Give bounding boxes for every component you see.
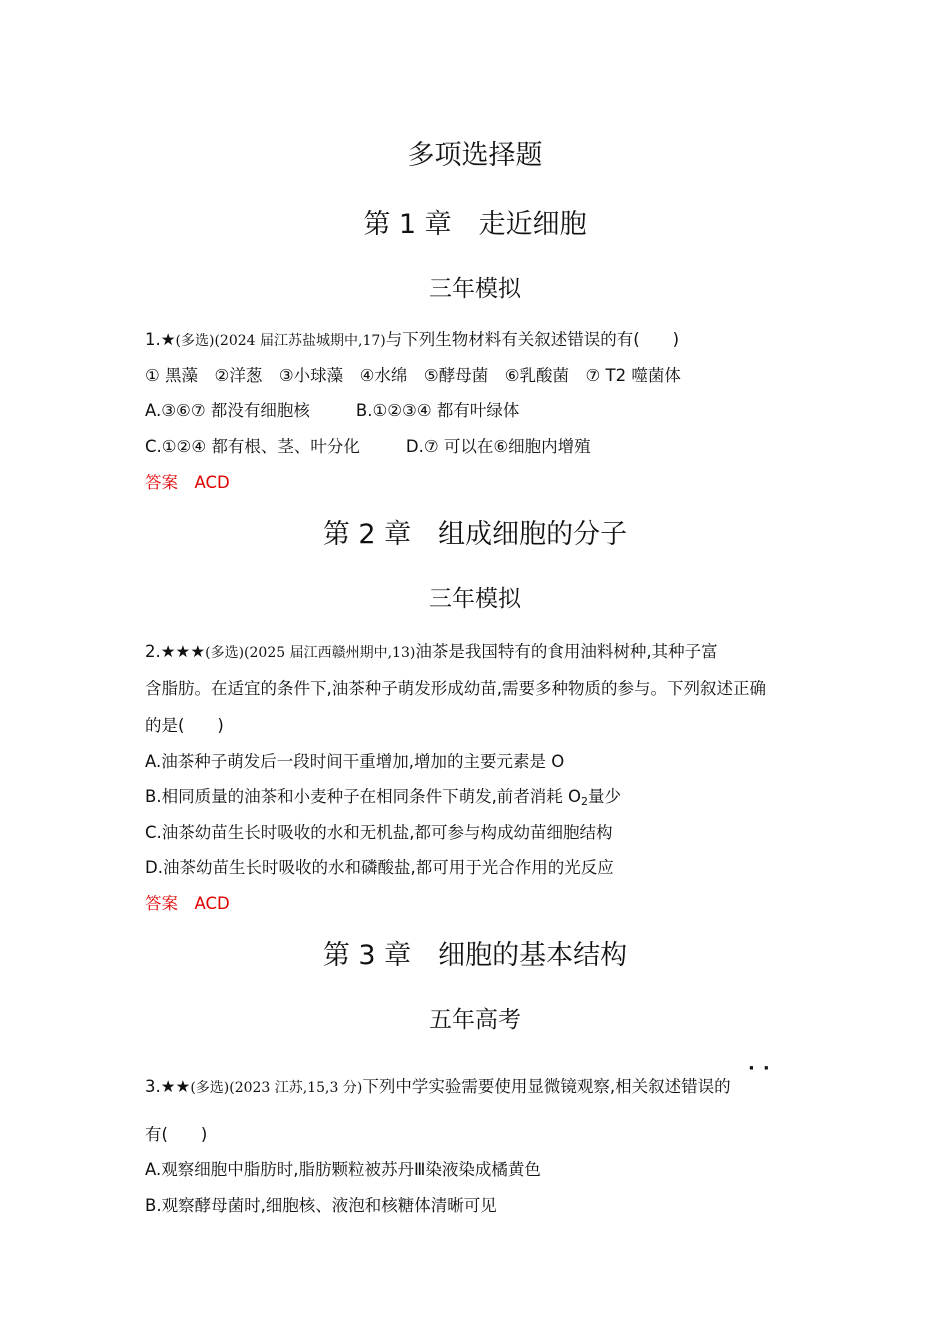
question-3-option-a: A.观察细胞中脂肪时,脂肪颗粒被苏丹Ⅲ染液染成橘黄色 (145, 1160, 541, 1179)
question-2-stem-line-2: 含脂肪。在适宜的条件下,油茶种子萌发形成幼苗,需要多种物质的参与。下列叙述正确 (145, 679, 766, 698)
question-1-text: 与下列生物材料有关叙述错误的有( ) (385, 330, 680, 349)
question-2-option-b-tail: 量少 (588, 787, 622, 806)
question-3-stem-line-1 (145, 1073, 731, 1097)
emphasis-dots: ·· (748, 1058, 778, 1079)
question-3-text-1: 下列中学实验需要使用显微镜观察,相关叙述错误的 (362, 1077, 731, 1096)
chapter-3-heading: 第 3 章 细胞的基本结构 (322, 940, 628, 971)
question-1-option-a: A.③⑥⑦ 都没有细胞核 (145, 401, 310, 420)
question-1-number: 1.★ (145, 330, 176, 349)
question-1-answer: 答案 ACD (145, 473, 230, 492)
question-2-stem-line-3: 的是( ) (145, 716, 224, 735)
question-2-number: 2.★★★ (145, 642, 206, 661)
chapter-1-subheading: 三年模拟 (429, 276, 521, 302)
question-1-items: ① 黑藻 ②洋葱 ③小球藻 ④水绵 ⑤酵母菌 ⑥乳酸菌 ⑦ T2 噬菌体 (145, 366, 681, 385)
question-2-option-a: A.油茶种子萌发后一段时间干重增加,增加的主要元素是 O (145, 752, 565, 771)
chapter-2-subheading: 三年模拟 (429, 586, 521, 612)
chapter-3-subheading: 五年高考 (429, 1007, 521, 1033)
question-1-options-ab (145, 397, 519, 421)
question-2-source: (多选)(2025 届江西赣州期中,13) (205, 645, 416, 661)
question-1-option-c: C.①②④ 都有根、茎、叶分化 (145, 437, 360, 456)
question-2-stem-line-1 (145, 638, 718, 662)
question-1-option-d: D.⑦ 可以在⑥细胞内增殖 (405, 437, 591, 456)
question-1-options-cd (145, 433, 591, 457)
question-2-option-d: D.油茶幼苗生长时吸收的水和磷酸盐,都可用于光合作用的光反应 (145, 858, 614, 877)
chapter-1-heading: 第 1 章 走近细胞 (363, 209, 587, 240)
question-3-stem-line-2: 有( ) (145, 1125, 208, 1144)
question-2-answer: 答案 ACD (145, 894, 230, 913)
question-3-source: (多选)(2023 江苏,15,3 分) (190, 1080, 363, 1096)
question-3-number: 3.★★ (145, 1077, 191, 1096)
question-1-stem (145, 326, 679, 350)
chapter-2-heading: 第 2 章 组成细胞的分子 (322, 519, 628, 550)
question-3-option-b: B.观察酵母菌时,细胞核、液泡和核糖体清晰可见 (145, 1196, 497, 1215)
question-2-option-b (145, 783, 621, 808)
question-2-option-c: C.油茶幼苗生长时吸收的水和无机盐,都可参与构成幼苗细胞结构 (145, 823, 613, 842)
question-2-option-b-subscript: 2 (581, 795, 589, 808)
question-2-text-1: 油茶是我国特有的食用油料树种,其种子富 (415, 642, 718, 661)
question-1-source: (多选)(2024 届江苏盐城期中,17) (175, 333, 386, 349)
question-1-option-b: B.①②③④ 都有叶绿体 (355, 401, 520, 420)
question-2-option-b-text: B.相同质量的油茶和小麦种子在相同条件下萌发,前者消耗 O (145, 787, 582, 806)
page-title: 多项选择题 (407, 140, 543, 171)
